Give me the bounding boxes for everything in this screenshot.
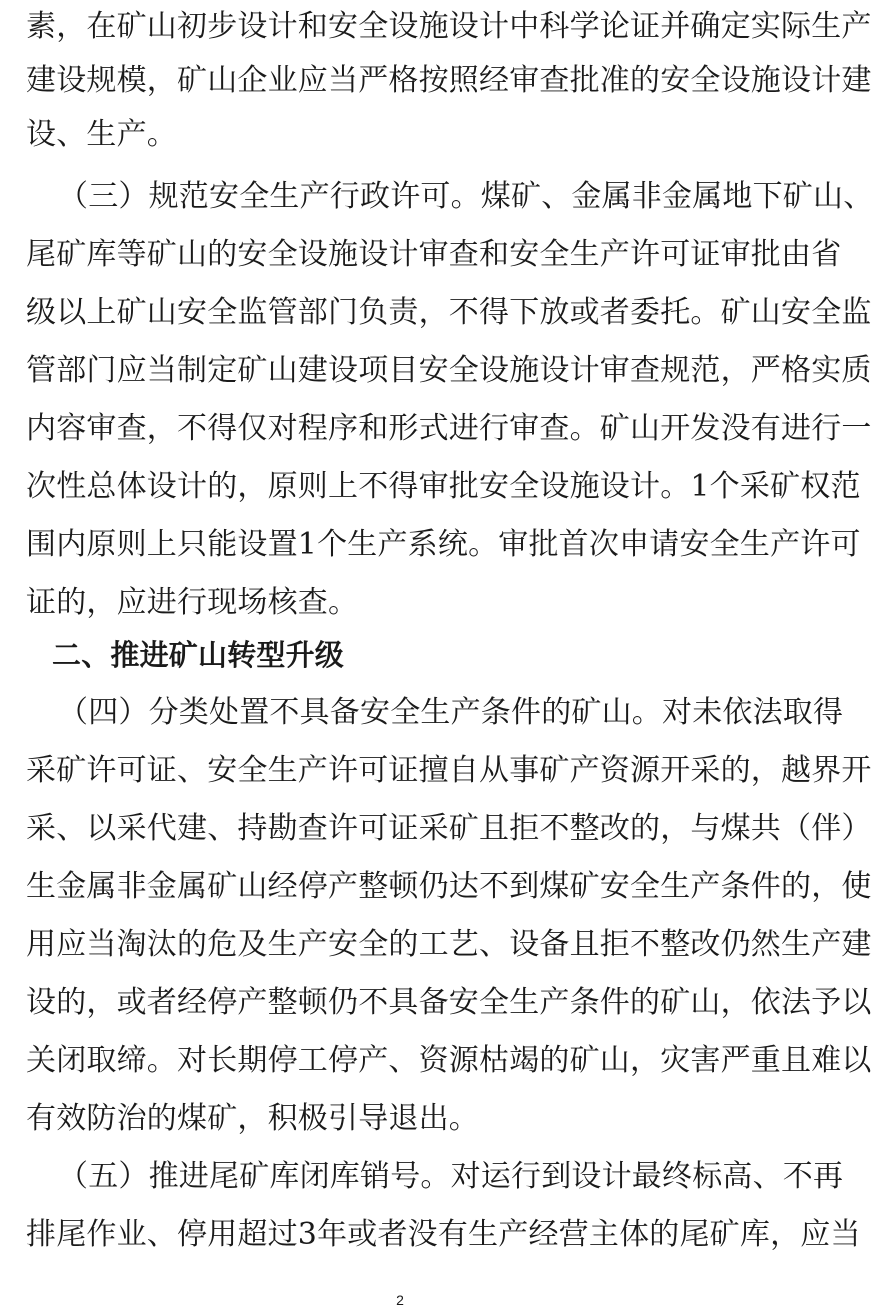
body-text-line: 采矿许可证、安全生产许可证擅自从事矿产资源开采的，越界开 xyxy=(26,753,872,788)
body-text-line: 围内原则上只能设置1个生产系统。审批首次申请安全生产许可 xyxy=(26,527,861,562)
body-text-line: 设的，或者经停产整顿仍不具备安全生产条件的矿山，依法予以 xyxy=(26,985,872,1020)
body-text-line: 级以上矿山安全监管部门负责，不得下放或者委托。矿山安全监 xyxy=(26,295,872,330)
body-text-line: 关闭取缔。对长期停工停产、资源枯竭的矿山，灾害严重且难以 xyxy=(26,1043,872,1078)
paragraph-heading-line: （三）规范安全生产行政许可。煤矿、金属非金属地下矿山、 xyxy=(58,179,873,214)
body-text-line: 排尾作业、停用超过3年或者没有生产经营主体的尾矿库，应当 xyxy=(26,1217,861,1252)
body-text-line: 用应当淘汰的危及生产安全的工艺、设备且拒不整改仍然生产建 xyxy=(26,927,872,962)
section-heading: 二、推进矿山转型升级 xyxy=(52,638,345,672)
body-text-line: 有效防治的煤矿，积极引导退出。 xyxy=(26,1101,479,1136)
body-text-line: 建设规模，矿山企业应当严格按照经审查批准的安全设施设计建 xyxy=(26,63,872,98)
page-number: 2 xyxy=(396,1292,404,1308)
body-text-line: 设、生产。 xyxy=(26,117,177,152)
paragraph-heading-line: （五）推进尾矿库闭库销号。对运行到设计最终标高、不再 xyxy=(58,1159,844,1194)
body-text-line: 尾矿库等矿山的安全设施设计审查和安全生产许可证审批由省 xyxy=(26,237,842,272)
body-text-line: 素，在矿山初步设计和安全设施设计中科学论证并确定实际生产 xyxy=(26,9,872,44)
body-text-line: 内容审查，不得仅对程序和形式进行审查。矿山开发没有进行一 xyxy=(26,411,872,446)
body-text-line: 证的，应进行现场核查。 xyxy=(26,585,359,620)
body-text-line: 生金属非金属矿山经停产整顿仍达不到煤矿安全生产条件的，使 xyxy=(26,869,872,904)
body-text-line: 管部门应当制定矿山建设项目安全设施设计审查规范，严格实质 xyxy=(26,353,872,388)
body-text-line: 次性总体设计的，原则上不得审批安全设施设计。1个采矿权范 xyxy=(26,469,861,504)
body-text-line: 采、以采代建、持勘查许可证采矿且拒不整改的，与煤共（伴） xyxy=(26,811,872,846)
paragraph-heading-line: （四）分类处置不具备安全生产条件的矿山。对未依法取得 xyxy=(58,695,844,730)
